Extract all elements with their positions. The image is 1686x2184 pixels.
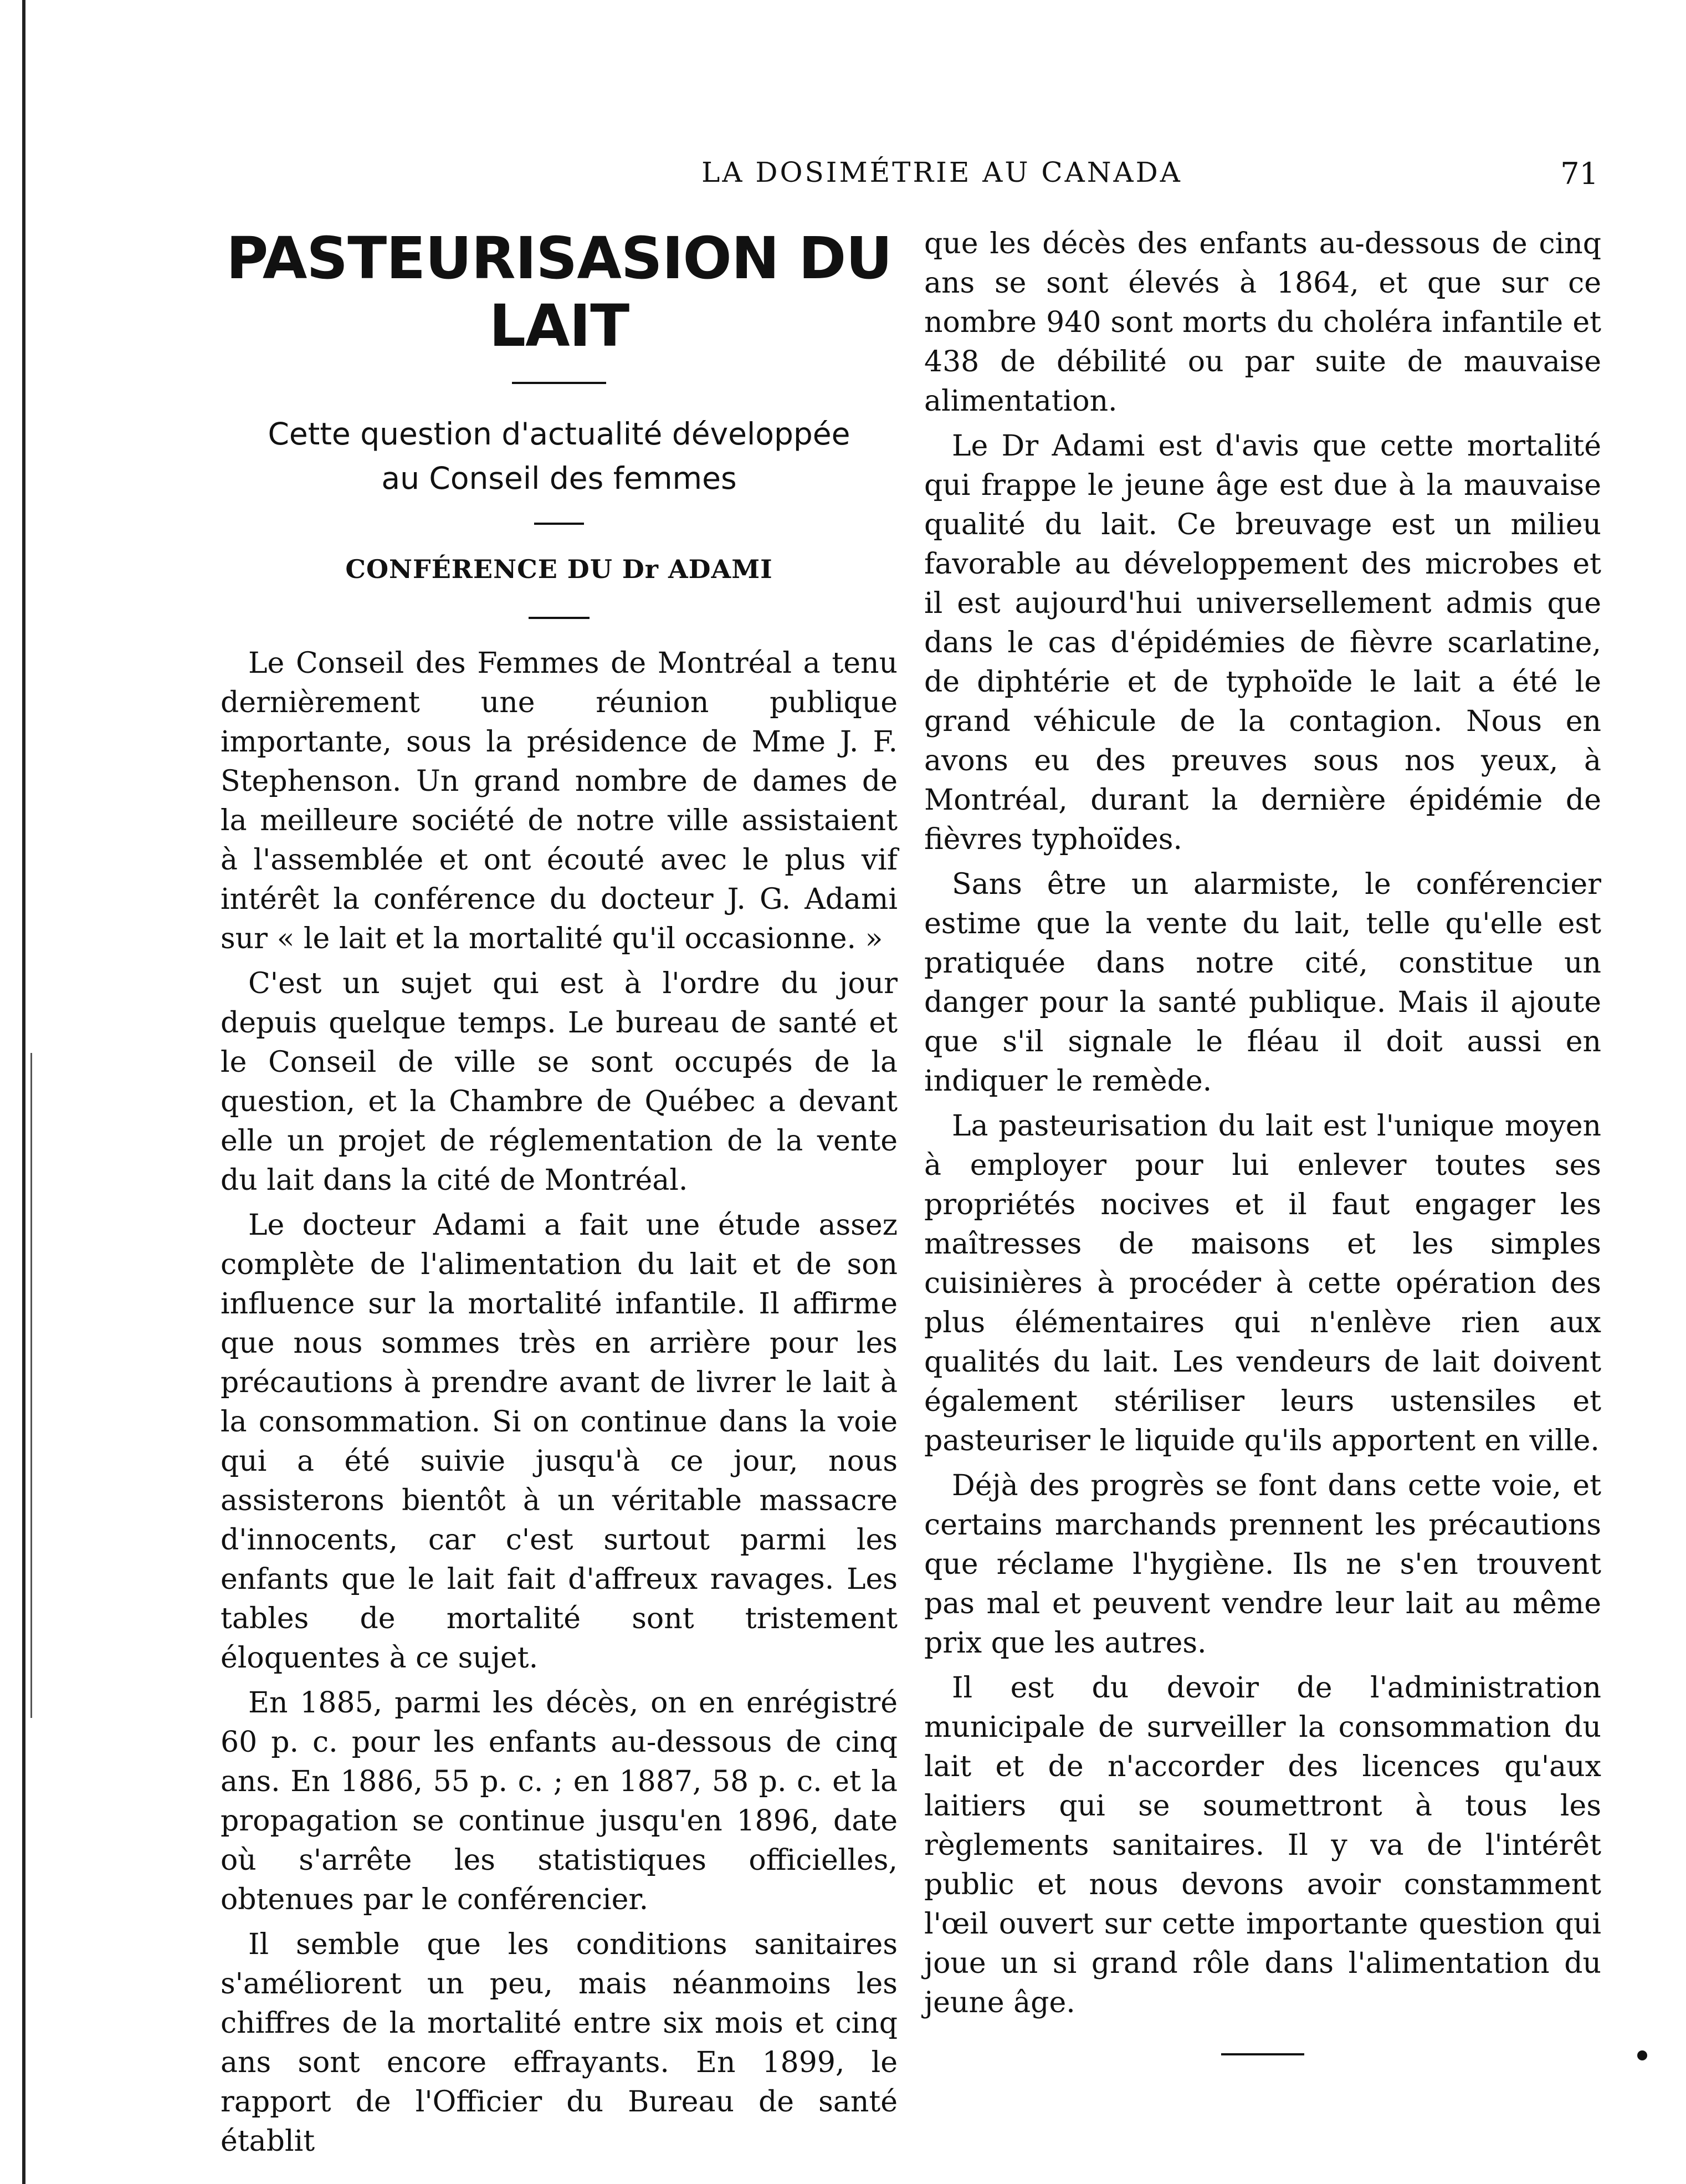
section-heading: CONFÉRENCE DU Dr ADAMI <box>345 554 773 584</box>
page-edge-shadow <box>22 0 25 2184</box>
paragraph: Sans être un alarmiste, le conférencier estime que la vente du lait, telle qu'elle est pratiquée dans notre cité, constitue un danger pour la santé publique. Mais il ajoute que s'il signale le fléau il doit aussi en indiquer le remède. <box>924 868 1601 1098</box>
paragraph: En 1885, parmi les décès, on en enrégistré 60 p. c. pour les enfants au-dessous de cinq ans. En 1886, 55 p. c. ; en 1887, 58 p. c. et la propagation se continue jusqu'en 1896, date où s'arrête les statistiques officielles, obtenues par le conférencier. <box>221 1686 898 1916</box>
subtitle-divider <box>534 523 584 525</box>
subtitle-line: au Conseil des femmes <box>381 461 737 496</box>
paragraph: Le Conseil des Femmes de Montréal a tenu dernièrement une réunion publique importante, sous la présidence de Mme J. F. Stephenson. Un grand nombre de dames de la meilleure société de notre ville assistaient à l'assemblée et ont écouté avec le plus vif intérêt la conférence du docteur J. G. Adami sur « le lait et la mortalité qu'il occasionne. » <box>221 647 898 955</box>
paragraph: Il est du devoir de l'administration municipale de surveiller la consommation du lait et de n'accorder des licences qu'aux laitiers qui se soumettront à tous les règlements sanitaires. Il y va de l'intérêt public et nous devons avoir constamment l'œil ouvert sur cette importante question qui joue un si grand rôle dans l'alimentation du jeune âge. <box>924 1671 1601 2019</box>
paragraph: C'est un sujet qui est à l'ordre du jour depuis quelque temps. Le bureau de santé et le Conseil de ville se sont occupés de la question, et la Chambre de Québec a devant elle un projet de réglementation de la vente du lait dans la cité de Montréal. <box>221 967 898 1197</box>
article-title: PASTEURISASION DU LAIT <box>226 224 892 360</box>
paragraph: Déjà des progrès se font dans cette voie, et certains marchands prennent les précautions que réclame l'hygiène. Ils ne s'en trouvent pas mal et peuvent vendre leur lait au même prix que les autres. <box>924 1469 1601 1660</box>
left-column <box>221 224 898 2167</box>
section-divider <box>529 617 590 619</box>
paragraph-continuation: que les décès des enfants au-dessous de cinq ans se sont élevés à 1864, et que sur ce nombre 940 sont morts du choléra infantile et 438 de débilité ou par suite de mauvaise alimentation. <box>924 227 1601 418</box>
page-edge-mark <box>30 1053 32 1718</box>
paragraph: Le docteur Adami a fait une étude assez complète de l'alimentation du lait et de son influence sur la mortalité infantile. Il affirme que nous sommes très en arrière pour les précautions à prendre avant de livrer le lait à la consommation. Si on continue dans la voie qui a été suivie jusqu'à ce jour, nous assisterons bientôt à un véritable massacre d'innocents, car c'est surtout parmi les enfants que le lait fait d'affreux ravages. Les tables de mortalité sont tristement éloquentes à ce sujet. <box>221 1209 898 1675</box>
title-divider <box>512 382 606 384</box>
paragraph: La pasteurisation du lait est l'unique moyen à employer pour lui enlever toutes ses propriétés nocives et il faut engager les maîtresses de maisons et les simples cuisinières à procéder à cette opération des plus élémentaires qui n'enlève rien aux qualités du lait. Les vendeurs de lait doivent également stériliser leurs ustensiles et pasteuriser le liquide qu'ils apportent en ville. <box>924 1109 1601 1457</box>
paragraph: Il semble que les conditions sanitaires s'améliorent un peu, mais néanmoins les chiffres de la mortalité entre six mois et cinq ans sont encore effrayants. En 1899, le rapport de l'Officier du Bureau de santé établit <box>221 1928 898 2158</box>
ink-speck <box>1637 2050 1647 2060</box>
right-column <box>924 224 1601 2055</box>
end-of-article-rule <box>1221 2053 1304 2055</box>
page-number: 71 <box>1560 156 1598 191</box>
running-head: LA DOSIMÉTRIE AU CANADA <box>701 156 1182 188</box>
article-subtitle <box>221 412 898 500</box>
subtitle-line: Cette question d'actualité développée <box>268 416 850 452</box>
paragraph: Le Dr Adami est d'avis que cette mortalité qui frappe le jeune âge est due à la mauvaise qualité du lait. Ce breuvage est un milieu favorable au développement des microbes et il est aujourd'hui universellement admis que dans le cas d'épidémies de fièvre scarlatine, de diphtérie et de typhoïde le lait a été le grand véhicule de la contagion. Nous en avons eu des preuves sous nos yeux, à Montréal, durant la dernière épidémie de fièvres typhoïdes. <box>924 429 1601 856</box>
